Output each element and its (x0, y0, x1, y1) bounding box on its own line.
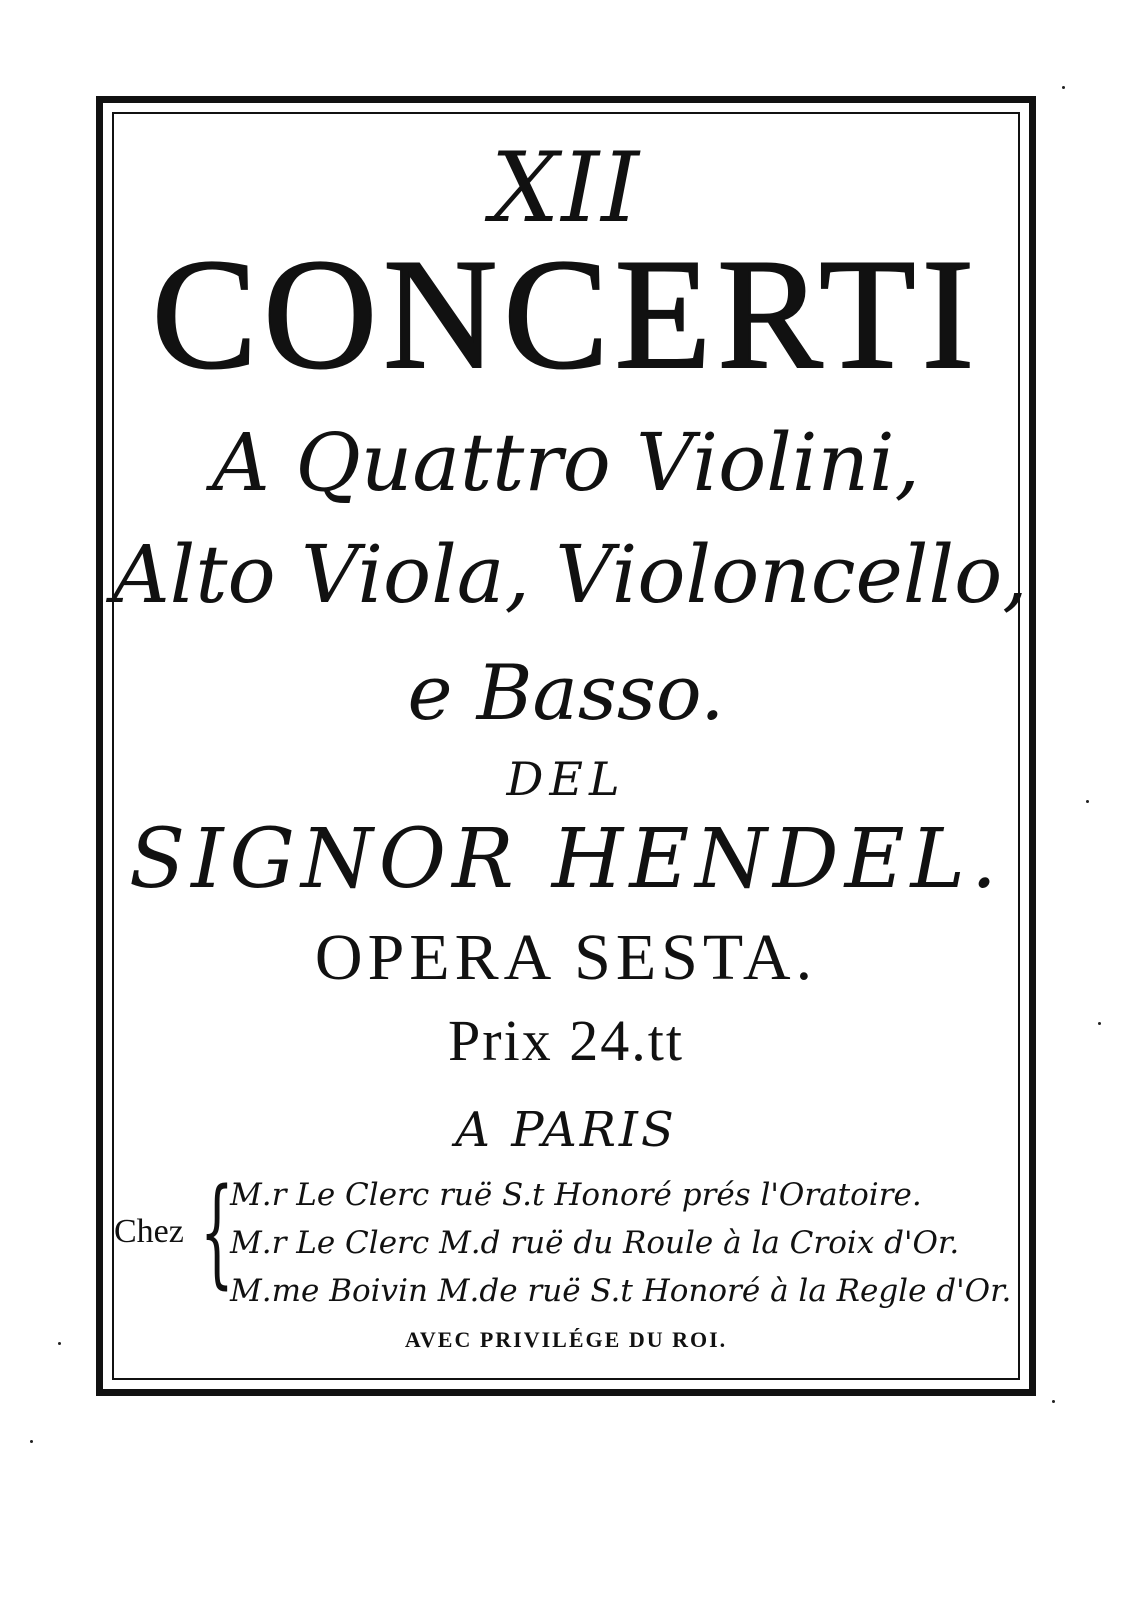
curly-brace-icon: { (200, 1162, 234, 1300)
instrumentation-line-3: e Basso. (407, 648, 725, 737)
del-label: DEL (506, 752, 626, 806)
concerto-count: XII (490, 132, 642, 244)
instrumentation-line-2: Alto Viola, Violoncello, (112, 528, 1028, 621)
composer-name: SIGNOR HENDEL. (128, 812, 1004, 907)
opus-number: OPERA SESTA. (314, 921, 818, 994)
scan-speck (1062, 86, 1065, 89)
main-title: CONCERTI (151, 227, 981, 402)
publisher-city: A PARIS (455, 1102, 677, 1158)
scan-speck (58, 1342, 61, 1345)
royal-privilege: AVEC PRIVILÉGE DU ROI. (404, 1327, 728, 1352)
scan-speck (1098, 1022, 1101, 1025)
chez-label: Chez (114, 1213, 184, 1250)
address-line: M.me Boivin M.de ruë S.t Honoré à la Regle d'Or. (230, 1273, 1012, 1309)
price: Prix 24.tt (448, 1008, 684, 1073)
scan-speck (1052, 1400, 1055, 1403)
address-line: M.r Le Clerc M.d ruë du Roule à la Croix d'Or. (230, 1225, 960, 1261)
scan-speck (1086, 800, 1089, 803)
instrumentation-line-1: A Quattro Violini, (212, 416, 920, 509)
publisher-addresses (112, 1162, 1020, 1316)
address-line: M.r Le Clerc ruë S.t Honoré prés l'Oratoire. (230, 1177, 922, 1213)
scan-speck (30, 1440, 33, 1443)
